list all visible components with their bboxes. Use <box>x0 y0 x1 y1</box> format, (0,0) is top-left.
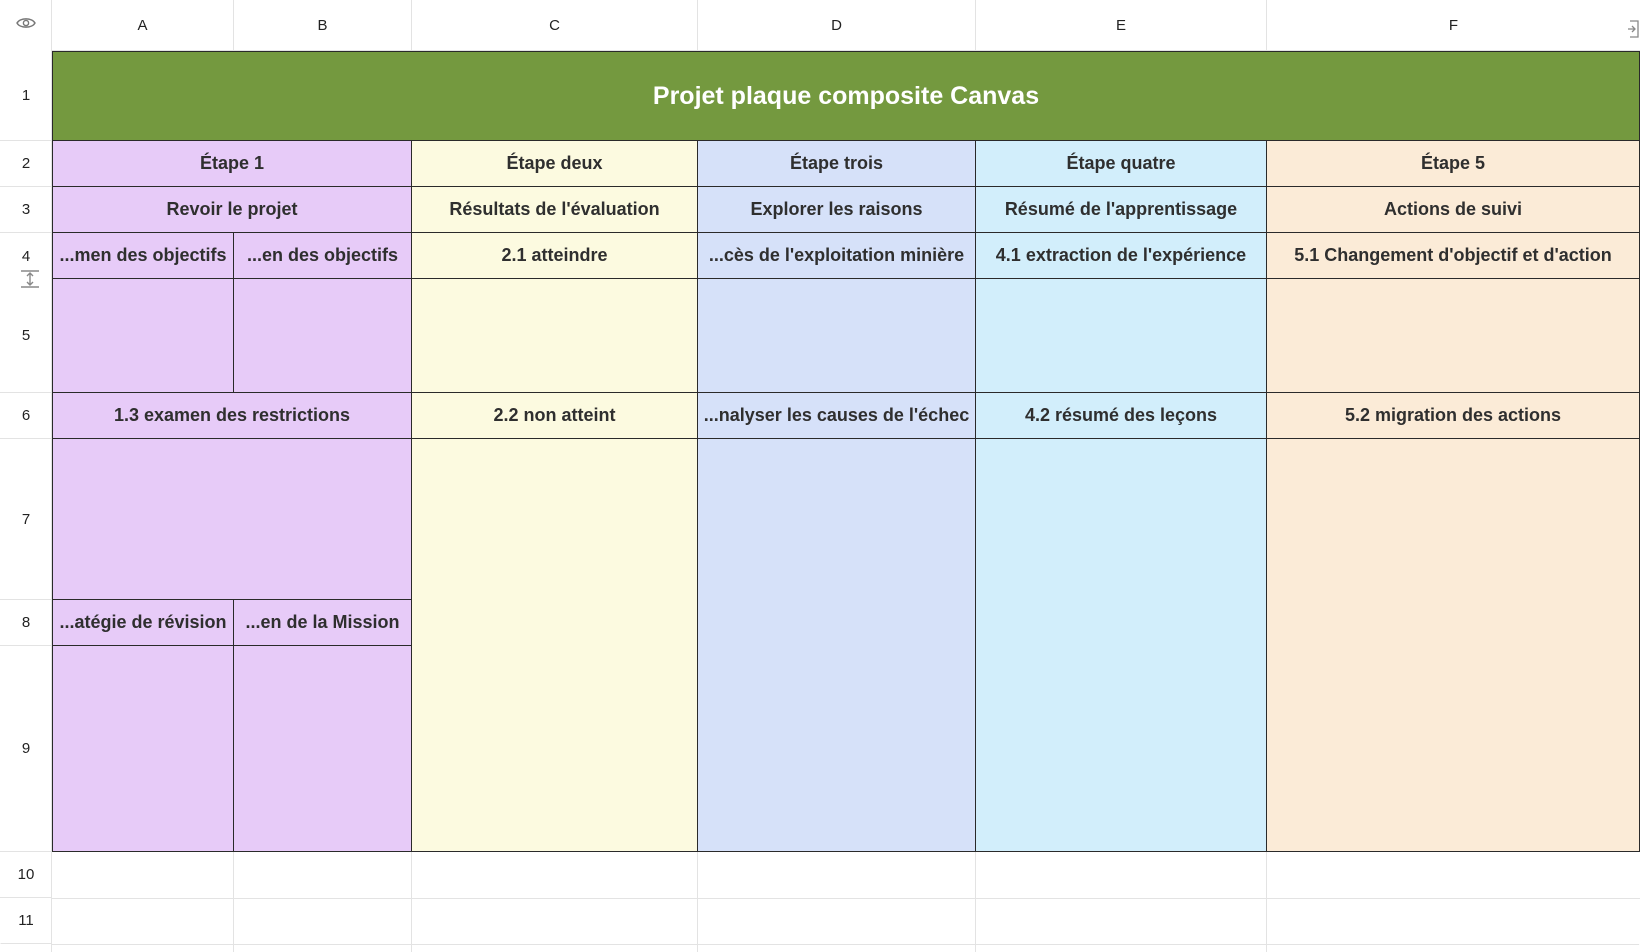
column-header-c[interactable]: C <box>412 0 698 51</box>
stage-5-subtitle[interactable]: Actions de suivi <box>1267 187 1640 233</box>
eye-icon <box>16 16 36 35</box>
stage-2-cell-4[interactable]: 2.1 atteindre <box>412 233 698 279</box>
stage-1-block-5b[interactable] <box>234 279 412 393</box>
stage-4-subtitle[interactable]: Résumé de l'apprentissage <box>976 187 1267 233</box>
canvas-title[interactable]: Projet plaque composite Canvas <box>52 51 1640 141</box>
stage-4-block-5[interactable] <box>976 279 1267 393</box>
column-header-e[interactable]: E <box>976 0 1267 51</box>
stage-5-cell-6[interactable]: 5.2 migration des actions <box>1267 393 1640 439</box>
row-header-3[interactable]: 3 <box>0 187 52 233</box>
stage-4-name[interactable]: Étape quatre <box>976 141 1267 187</box>
row-header-6[interactable]: 6 <box>0 393 52 439</box>
row-header-1[interactable]: 1 <box>0 51 52 141</box>
stage-3-name[interactable]: Étape trois <box>698 141 976 187</box>
row-header-5[interactable]: 5 <box>0 279 52 393</box>
stage-5-name[interactable]: Étape 5 <box>1267 141 1640 187</box>
stage-1-block-7[interactable] <box>52 439 412 600</box>
stage-1-cell-4b[interactable]: ...en des objectifs <box>234 233 412 279</box>
column-header-a[interactable]: A <box>52 0 234 51</box>
stage-5-cell-4[interactable]: 5.1 Changement d'objectif et d'action <box>1267 233 1640 279</box>
row-header-8[interactable]: 8 <box>0 600 52 646</box>
stage-1-cell-6[interactable]: 1.3 examen des restrictions <box>52 393 412 439</box>
row-resize-icon[interactable] <box>19 268 41 290</box>
stage-5-block-7-9[interactable] <box>1267 439 1640 852</box>
row-header-9[interactable]: 9 <box>0 646 52 852</box>
stage-2-subtitle[interactable]: Résultats de l'évaluation <box>412 187 698 233</box>
column-header-b[interactable]: B <box>234 0 412 51</box>
visibility-toggle[interactable] <box>0 0 52 51</box>
stage-2-cell-6[interactable]: 2.2 non atteint <box>412 393 698 439</box>
stage-1-block-5a[interactable] <box>52 279 234 393</box>
stage-1-cell-8b[interactable]: ...en de la Mission <box>234 600 412 646</box>
stage-1-block-9a[interactable] <box>52 646 234 852</box>
stage-4-block-7-9[interactable] <box>976 439 1267 852</box>
stage-3-cell-6[interactable]: ...nalyser les causes de l'échec <box>698 393 976 439</box>
stage-2-block-5[interactable] <box>412 279 698 393</box>
stage-5-block-5[interactable] <box>1267 279 1640 393</box>
grid-line <box>52 898 1640 899</box>
stage-3-subtitle[interactable]: Explorer les raisons <box>698 187 976 233</box>
grid-line <box>697 852 698 952</box>
grid-line <box>52 944 1640 945</box>
stage-3-block-7-9[interactable] <box>698 439 976 852</box>
stage-2-block-7-9[interactable] <box>412 439 698 852</box>
stage-2-name[interactable]: Étape deux <box>412 141 698 187</box>
stage-1-cell-8a[interactable]: ...atégie de révision <box>52 600 234 646</box>
grid-line <box>233 852 234 952</box>
stage-4-cell-4[interactable]: 4.1 extraction de l'expérience <box>976 233 1267 279</box>
row-header-2[interactable]: 2 <box>0 141 52 187</box>
grid-line <box>1266 852 1267 952</box>
row-header-7[interactable]: 7 <box>0 439 52 600</box>
column-header-d[interactable]: D <box>698 0 976 51</box>
stage-1-block-9b[interactable] <box>234 646 412 852</box>
stage-1-cell-4a[interactable]: ...men des objectifs <box>52 233 234 279</box>
grid-line <box>975 852 976 952</box>
row-header-11[interactable]: 11 <box>0 898 52 944</box>
grid-line <box>411 852 412 952</box>
row-header-4[interactable]: 4 <box>21 247 31 265</box>
row-header-10[interactable]: 10 <box>0 852 52 898</box>
stage-1-subtitle[interactable]: Revoir le projet <box>52 187 412 233</box>
column-header-f[interactable]: F <box>1448 17 1459 34</box>
stage-1-name[interactable]: Étape 1 <box>52 141 412 187</box>
stage-3-block-5[interactable] <box>698 279 976 393</box>
stage-4-cell-6[interactable]: 4.2 résumé des leçons <box>976 393 1267 439</box>
stage-3-cell-4[interactable]: ...cès de l'exploitation minière <box>698 233 976 279</box>
panel-edge-icon[interactable] <box>1626 18 1640 40</box>
